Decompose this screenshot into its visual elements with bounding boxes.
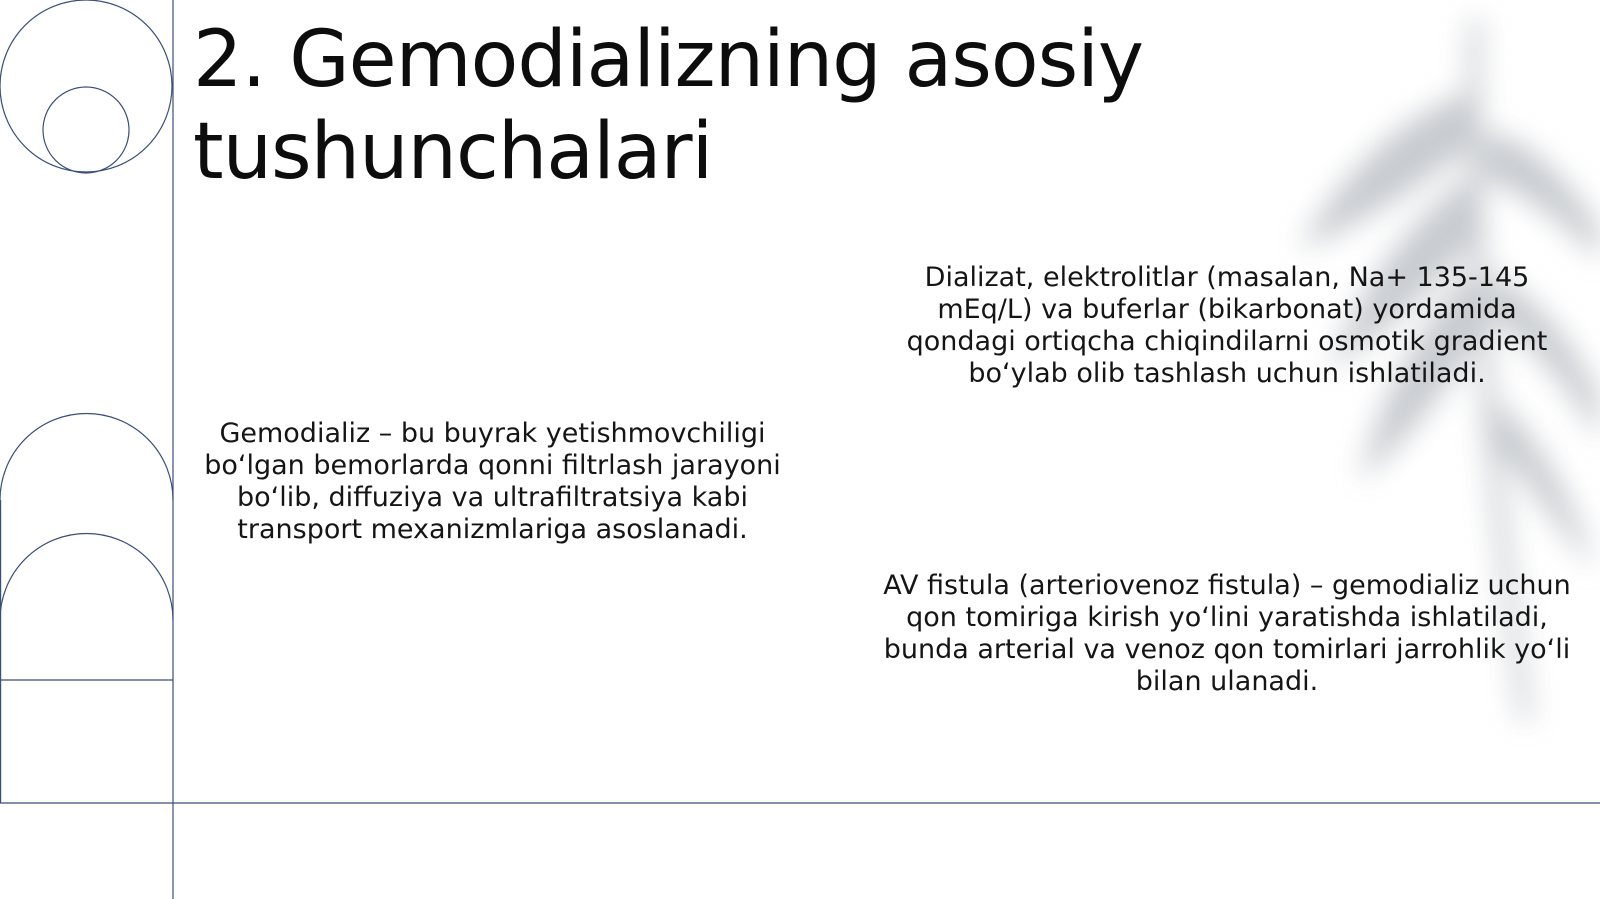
paragraph-right-bottom: AV fistula (arteriovenoz fistula) – gemodializ uchun qon tomiriga kirish yo‘lini yaratishda ishlatiladi, bunda arterial va venoz qon tomirlari jarrohlik yo‘li bilan ulanadi. xyxy=(883,570,1571,697)
small-circle-outline xyxy=(43,87,129,173)
paragraph-left: Gemodializ – bu buyrak yetishmovchiligi bo‘lgan bemorlarda qonni filtrlash jarayoni bo‘lib, diffuziya va ultrafiltratsiya kabi transport mexanizmlariga asoslanadi. xyxy=(204,418,781,545)
large-circle-outline xyxy=(0,0,172,172)
paragraph-right-top: Dializat, elektrolitlar (masalan, Na+ 135-145 mEq/L) va buferlar (bikarbonat) yordamida qondagi ortiqcha chiqindilarni osmotik gradient bo‘ylab olib tashlash uchun ishlatiladi. xyxy=(906,262,1548,389)
slide-title: 2. Gemodializning asosiy tushunchalari xyxy=(193,15,1144,197)
lower-arch-outline xyxy=(0,534,173,621)
upper-arch-outline xyxy=(0,414,173,501)
